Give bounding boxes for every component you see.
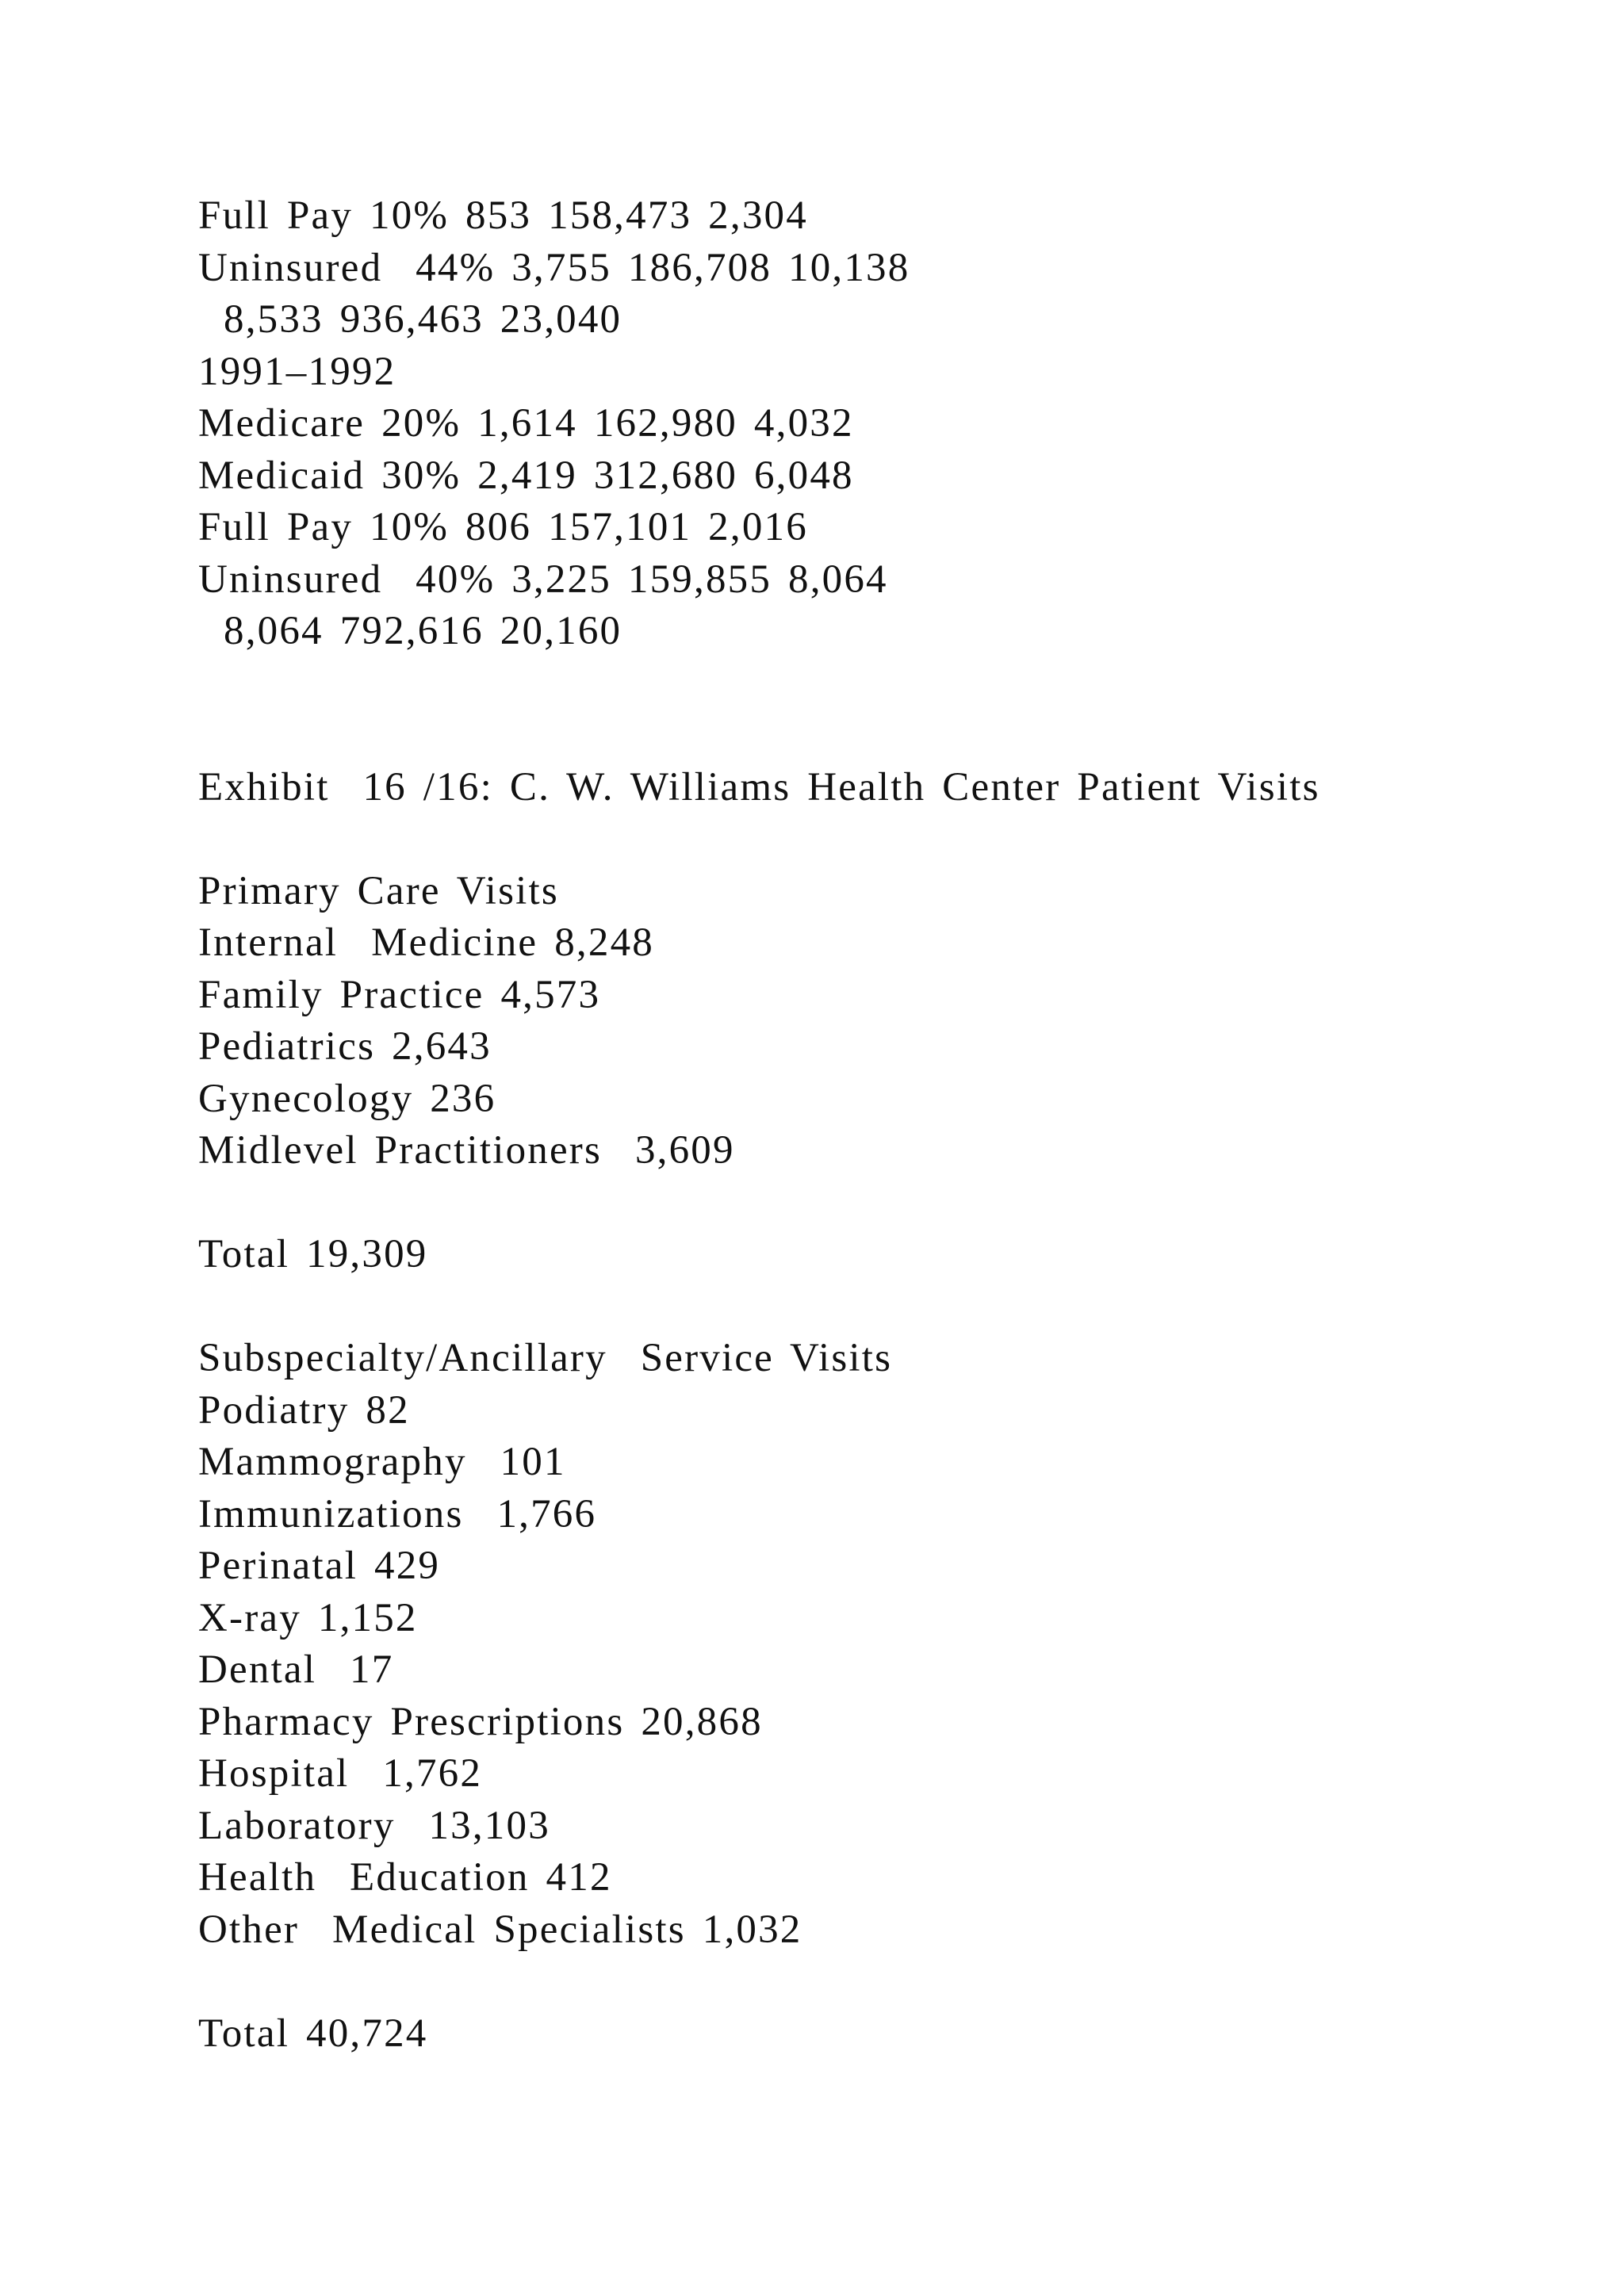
subspecialty-total: Total 40,724: [198, 2011, 428, 2056]
list-item: Pharmacy Prescriptions 20,868: [198, 1699, 763, 1744]
year-label: 1991–1992: [198, 349, 396, 394]
table-row: Uninsured 44% 3,755 186,708 10,138: [198, 245, 910, 290]
list-item: Health Education 412: [198, 1855, 612, 1900]
spacer: [198, 1281, 1546, 1334]
spacer: [198, 1177, 1546, 1230]
table-row: Full Pay 10% 853 158,473 2,304: [198, 193, 808, 238]
list-item: X-ray 1,152: [198, 1595, 418, 1640]
table-total-row: 8,533 936,463 23,040: [224, 297, 622, 342]
section-heading-primary-care: Primary Care Visits: [198, 868, 559, 913]
table-row: Medicare 20% 1,614 162,980 4,032: [198, 401, 854, 446]
list-item: Mammography 101: [198, 1440, 566, 1484]
primary-care-total: Total 19,309: [198, 1232, 428, 1276]
list-item: Podiatry 82: [198, 1387, 410, 1433]
list-item: Laboratory 13,103: [198, 1803, 550, 1848]
list-item: Internal Medicine 8,248: [198, 920, 654, 965]
list-item: Midlevel Practitioners 3,609: [198, 1128, 735, 1173]
table-total-row: 8,064 792,616 20,160: [224, 609, 622, 653]
list-item: Dental 17: [198, 1647, 394, 1692]
table-row: Full Pay 10% 806 157,101 2,016: [198, 505, 808, 549]
spacer: [198, 658, 1546, 762]
list-item: Pediatrics 2,643: [198, 1024, 492, 1069]
list-item: Family Practice 4,573: [198, 972, 601, 1017]
table-row: Medicaid 30% 2,419 312,680 6,048: [198, 453, 854, 498]
document-page: [198, 190, 1546, 2060]
spacer: [198, 813, 1546, 866]
list-item: Immunizations 1,766: [198, 1491, 597, 1536]
list-item: Gynecology 236: [198, 1076, 496, 1121]
list-item: Hospital 1,762: [198, 1751, 483, 1796]
section-heading-subspecialty: Subspecialty/Ancillary Service Visits: [198, 1336, 893, 1380]
table-row: Uninsured 40% 3,225 159,855 8,064: [198, 557, 888, 602]
exhibit-title: Exhibit 16 /16: C. W. Williams Health Center Patient Visits: [198, 764, 1320, 809]
list-item: Perinatal 429: [198, 1544, 441, 1588]
spacer: [198, 1956, 1546, 2008]
list-item: Other Medical Specialists 1,032: [198, 1907, 802, 1952]
